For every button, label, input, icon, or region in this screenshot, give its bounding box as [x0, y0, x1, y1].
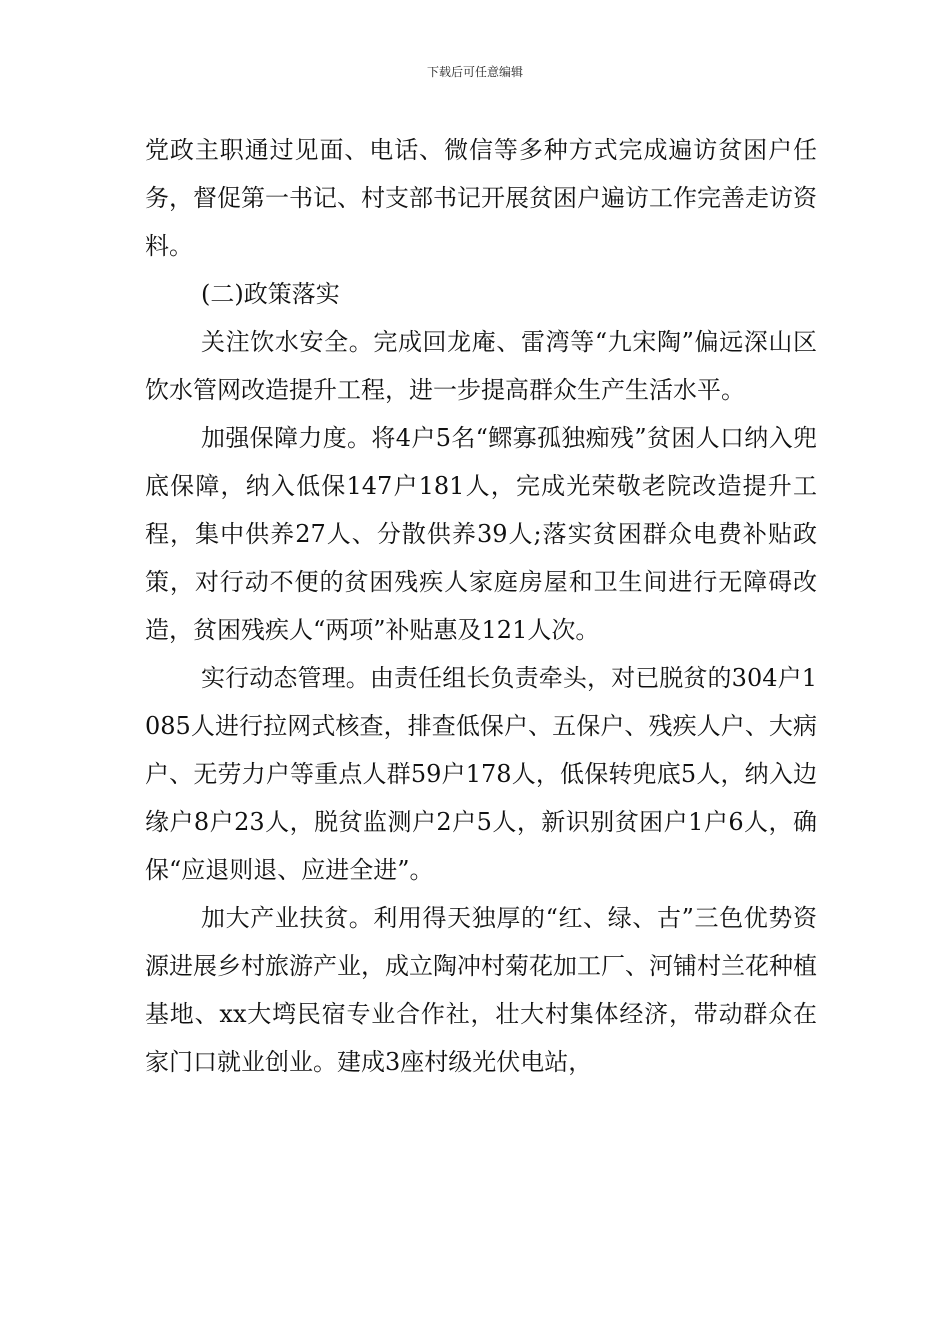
paragraph-industry-support: 加大产业扶贫。利用得天独厚的“红、绿、古”三色优势资源进展乡村旅游产业，成立陶冲村菊花加工厂、河铺村兰花种植基地、xx大塆民宿专业合作社，壮大村集体经济，带动群众在家门口就业创业。建成3座村级光伏电站，: [145, 904, 817, 1076]
paragraph-dynamic-management: 实行动态管理。由责任组长负责牵头，对已脱贫的304户1085人进行拉网式核查，排查低保户、五保户、残疾人户、大病户、无劳力户等重点人群59户178人，低保转兜底5人，纳入边缘户8户23人，脱贫监测户2户5人，新识别贫困户1户6人，确保“应退则退、应进全进”。: [145, 664, 817, 884]
document-body: [145, 126, 817, 1086]
paragraph-visit-tasks: 党政主职通过见面、电话、微信等多种方式完成遍访贫困户任务，督促第一书记、村支部书记开展贫困户遍访工作完善走访资料。: [145, 136, 817, 260]
paragraph-water-safety: 关注饮水安全。完成回龙庵、雷湾等“九宋陶”偏远深山区饮水管网改造提升工程，进一步提高群众生产生活水平。: [145, 328, 817, 404]
page-header-note: 下载后可任意编辑: [426, 65, 523, 79]
section-heading-policy: (二)政策落实: [201, 280, 340, 308]
paragraph-security-support: 加强保障力度。将4户5名“鳏寡孤独痴残”贫困人口纳入兜底保障，纳入低保147户181人，完成光荣敬老院改造提升工程，集中供养27人、分散供养39人;落实贫困群众电费补贴政策，对行动不便的贫困残疾人家庭房屋和卫生间进行无障碍改造，贫困残疾人“两项”补贴惠及121人次。: [145, 424, 817, 644]
